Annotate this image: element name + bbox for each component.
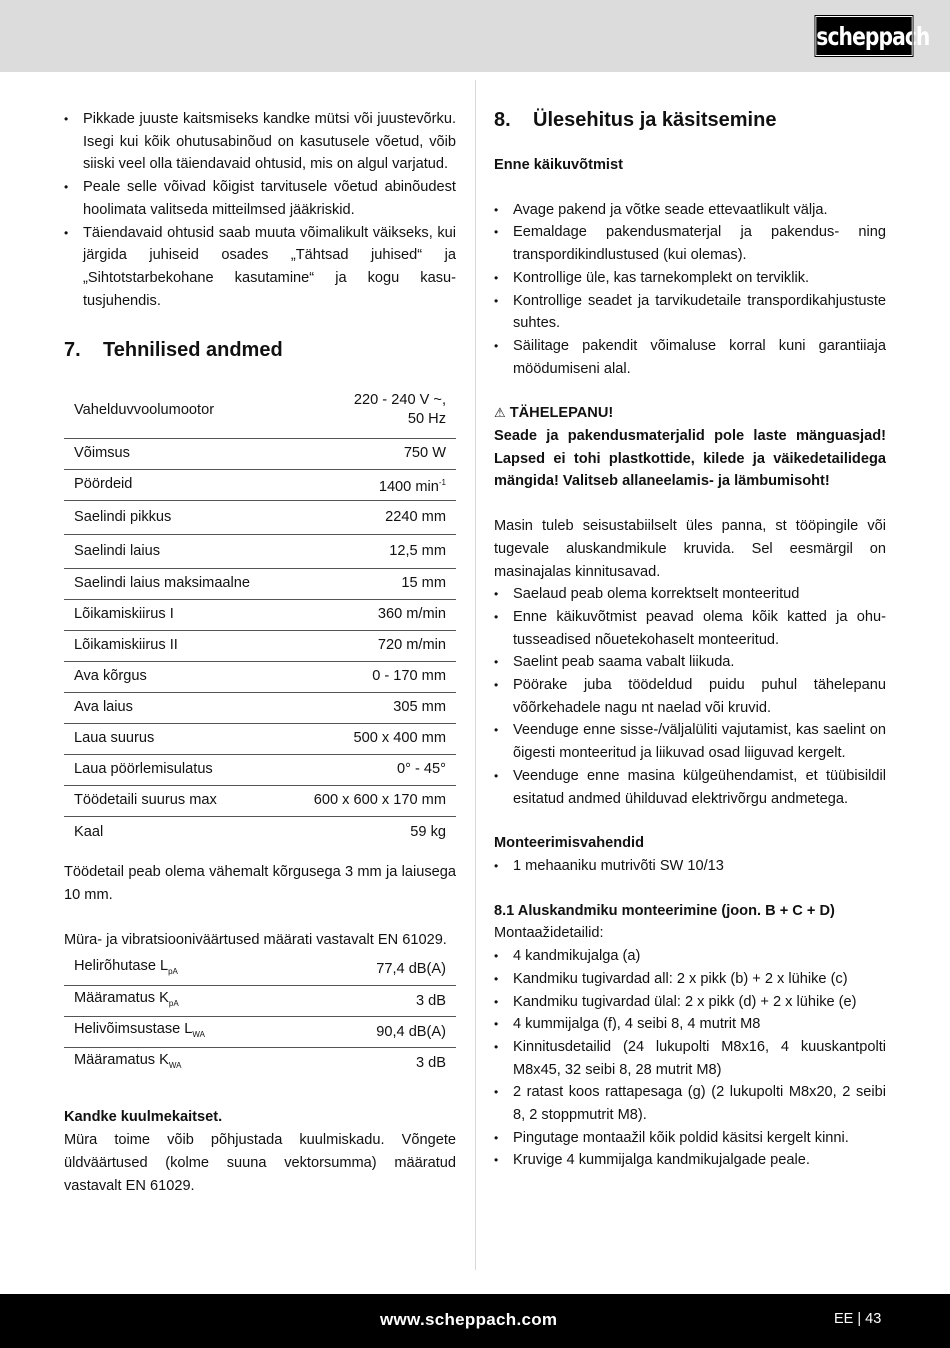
spec-label: Laua pöörlemisulatus <box>64 754 285 785</box>
noise-label: Määramatus $K_{WA}$ <box>74 1051 182 1070</box>
spec-label: Lõikamiskiirus I <box>64 599 285 630</box>
spec-label: Pöördeid <box>64 469 285 500</box>
spec-value: 59 kg <box>410 823 446 840</box>
list-item: • Saelaud peab olema korrektselt monteeritud <box>494 583 886 606</box>
workpiece-note: Töödetail peab olema vähemalt kõrgusega 3 mm ja laiusega 10 mm. <box>64 864 456 904</box>
table-row <box>64 438 456 469</box>
spec-label: Saelindi laius maksimaalne <box>64 568 285 599</box>
list-item: • Kinnitusdetailid (24 lukupolti M8x16, 4 kuuskantpolti M8x45, 32 seibi 8, 28 mutrit M8) <box>494 1036 886 1081</box>
noise-note: Müra- ja vibratsiooniväärtused määrati vastavalt EN 61029. <box>64 931 447 948</box>
spec-value: 305 mm <box>285 692 456 723</box>
table-row <box>64 630 456 661</box>
list-item: • Enne käikuvõtmist peavad olema kõik katted ja ohutusseadised nõuetekohaselt monteeritud. <box>494 606 886 651</box>
column-divider <box>475 80 476 1270</box>
spec-value: 12,5 mm <box>285 534 456 568</box>
list-item: • Eemaldage pakendusmaterjal ja pakendus- ning transpordikindlustused (kui olemas). <box>494 221 886 266</box>
noise-label: Helirõhutase $L_{pA}$ <box>64 954 310 985</box>
hearing-protection-heading: Kandke kuulmekaitset. <box>64 1109 223 1126</box>
list-item: • 4 kummijalga (f), 4 seibi 8, 4 mutrit M8 <box>494 1013 886 1036</box>
list-item: • Avage pakend ja võtke seade ettevaatlikult välja. <box>494 199 886 222</box>
list-item: • Kruvige 4 kummijalga kandmikujalgade peale. <box>494 1149 886 1172</box>
list-item: • Pingutage montaažil kõik poldid käsitsi kergelt kinni. <box>494 1127 886 1150</box>
warning-text: Seade ja pakendusmaterjalid pole laste mänguasjad! Lapsed ei tohi plastkottide, kilede ja väikedetailidega mängida! Valitseb allaneelamis- ja lämbumisoht! <box>494 428 886 490</box>
table-row <box>64 661 456 692</box>
before-use-bullets <box>494 199 886 381</box>
table-row <box>64 785 456 816</box>
spec-value: 720 m/min <box>285 630 456 661</box>
list-item: • Saelint peab saama vabalt liikuda. <box>494 651 886 674</box>
parts-label: Montaažidetailid: <box>494 925 604 942</box>
technical-specs-table <box>64 382 456 847</box>
parts-bullets <box>494 945 886 1172</box>
list-item: • Veenduge enne masina külgeühendamist, et tüübisildil esitatud andmed ühilduvad elektrivõrgu andmetega. <box>494 765 886 810</box>
spec-label: Ava kõrgus <box>64 661 285 692</box>
spec-label: Lõikamiskiirus II <box>64 630 285 661</box>
list-item: • Kandmiku tugivardad ülal: 2 x pikk (d) + 2 x lühike (e) <box>494 991 886 1014</box>
tools-bullets <box>494 855 886 878</box>
list-item: • Kontrollige seadet ja tarvikudetaile transpordikahjustuste suhtes. <box>494 290 886 335</box>
list-item: • 1 mehaaniku mutrivõti SW 10/13 <box>494 855 886 878</box>
spec-label: Saelindi laius <box>64 534 285 568</box>
spec-value: 360 m/min <box>285 599 456 630</box>
table-row <box>64 723 456 754</box>
section-7-heading: 7. Tehnilised andmed <box>64 339 283 362</box>
setup-bullets <box>494 583 886 810</box>
spec-label: Vahelduvvoolumootor <box>64 382 285 438</box>
list-item: • Täiendavaid ohtusid saab muuta võimalikult väikseks, kui järgida juhiseid osades „Tähtsad juhised“ ja „Sihtotstarbekohane kasutamine“ ja kogu kasutusjuhendis. <box>64 222 456 313</box>
website-link[interactable]: www.scheppach.com <box>380 1310 558 1329</box>
list-item: • Pikkade juuste kaitsmiseks kandke mütsi või juustevõrku. Isegi kui kõik ohutusabinõud on kasutusele võetud, võib siiski veel olla täiendavaid ohtusid, mis on algul varjatud. <box>64 108 456 176</box>
table-row <box>64 534 456 568</box>
spec-value: 0 - 170 mm <box>285 661 456 692</box>
table-row <box>64 954 456 985</box>
table-row <box>64 382 456 438</box>
spec-value: 500 x 400 mm <box>285 723 456 754</box>
page-footer <box>0 1294 950 1348</box>
left-column <box>64 108 456 1197</box>
spec-value: 2240 mm <box>285 500 456 534</box>
spec-value: 15 mm <box>285 568 456 599</box>
noise-value: 77,4 dB(A) <box>310 954 456 985</box>
spec-label: Ava laius <box>64 692 285 723</box>
setup-text: Masin tuleb seisustabiilselt üles panna, st tööpingile või tugevale aluskandmikule kruvida. Sel eesmärgil on masinajalas kinnitusavad. <box>494 518 886 580</box>
list-item: • Säilitage pakendit võimaluse korral kuni garantiiaja möödumiseni alal. <box>494 335 886 380</box>
spec-value: 0° - 45° <box>285 754 456 785</box>
table-row <box>64 985 456 1016</box>
spec-value: 220 - 240 V ~, 50 Hz <box>285 382 456 438</box>
spec-value: 600 x 600 x 170 mm <box>285 785 456 816</box>
table-row <box>64 692 456 723</box>
list-item: • 2 ratast koos rattapesaga (g) (2 lukupolti M8x20, 2 seibi 8, 2 stoppmutrit M8). <box>494 1081 886 1126</box>
noise-label: Määramatus $K_{pA}$ <box>64 985 310 1016</box>
right-column <box>494 108 886 1172</box>
list-item: • Kontrollige üle, kas tarnekomplekt on terviklik. <box>494 267 886 290</box>
page-header <box>0 0 950 72</box>
table-row <box>64 599 456 630</box>
spec-label: Kaal <box>74 823 104 840</box>
table-row <box>64 1016 456 1047</box>
noise-label: Helivõimsustase $L_{WA}$ <box>64 1016 310 1047</box>
list-item: • Kandmiku tugivardad all: 2 x pikk (b) + 2 x lühike (c) <box>494 968 886 991</box>
table-row <box>64 816 456 847</box>
warning-triangle-icon: ⚠ <box>494 405 506 421</box>
spec-label: Võimsus <box>64 438 285 469</box>
list-item: • Peale selle võivad kõigist tarvitusele võetud abinõudest hoolimata valitseda mitteilmsed jääkriskid. <box>64 176 456 221</box>
tools-heading: Monteerimisvahendid <box>494 835 645 852</box>
spec-value: 1400 $\min^{-1}$ <box>285 469 456 500</box>
list-item: • 4 kandmikujalga (a) <box>494 945 886 968</box>
noise-value: 90,4 dB(A) <box>310 1016 456 1047</box>
hearing-protection-text: Müra toime võib põhjustada kuulmiskadu. Võngete üldväärtused (kolme suuna vektorsumma) määratud vastavalt EN 61029. <box>64 1132 456 1194</box>
table-row <box>64 469 456 500</box>
table-row <box>64 754 456 785</box>
warning-block <box>494 402 886 493</box>
section-8-heading: 8. Ülesehitus ja käsitsemine <box>494 109 777 131</box>
spec-label: Töödetaili suurus max <box>64 785 285 816</box>
noise-value: 3 dB <box>310 985 456 1016</box>
spec-value: 750 W <box>285 438 456 469</box>
table-row <box>64 1047 456 1078</box>
warning-title: ⚠ TÄHELEPANU! <box>494 405 614 422</box>
page-number: EE | 43 <box>834 1311 882 1327</box>
safety-bullets <box>64 108 456 312</box>
list-item: • Pöörake juba töödeldud puidu puhul tähelepanu võõrkehadele nagu nt naelad või kruvid. <box>494 674 886 719</box>
noise-value: 3 dB <box>415 1054 446 1071</box>
list-item: • Veenduge enne sisse-/väljalüliti vajutamist, kas saelint on õigesti monteeritud ja liikuvad osad liiguvad kergelt. <box>494 719 886 764</box>
noise-specs-table <box>64 954 456 1078</box>
table-row <box>64 568 456 599</box>
subsection-8-1-heading: 8.1 Aluskandmiku monteerimine (joon. B + C + D) <box>494 902 835 919</box>
table-row <box>64 500 456 534</box>
before-use-heading: Enne käikuvõtmist <box>494 157 623 173</box>
spec-label: Laua suurus <box>64 723 285 754</box>
scheppach-logo: scheppach <box>815 16 912 56</box>
spec-label: Saelindi pikkus <box>64 500 285 534</box>
